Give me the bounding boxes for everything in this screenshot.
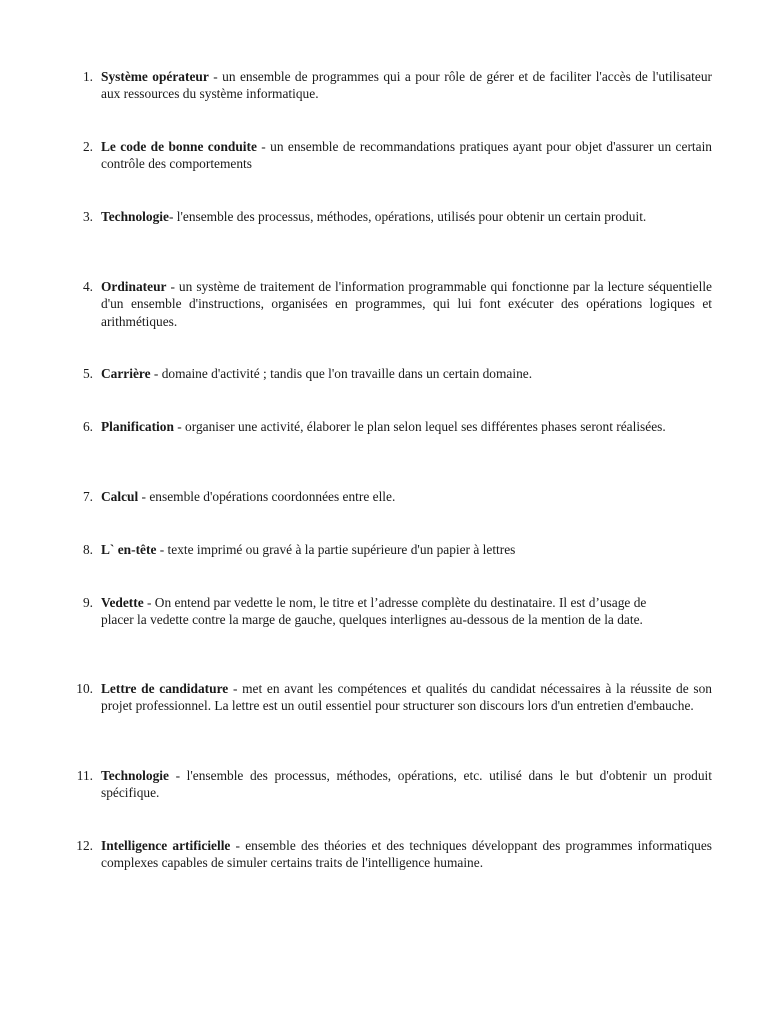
item-term: Ordinateur: [101, 279, 167, 294]
item-term: Système opérateur: [101, 69, 209, 84]
item-number: 9.: [82, 595, 93, 610]
item-number: 11.: [76, 768, 93, 783]
item-definition: - l'ensemble des processus, méthodes, opérations, utilisés pour obtenir un certain produit.: [168, 209, 647, 224]
item-number: 8.: [82, 542, 93, 557]
item-term: Le code de bonne conduite: [101, 139, 257, 154]
item-term: Intelligence artificielle: [101, 838, 231, 853]
item-number: 4.: [82, 279, 93, 294]
definition-item: [0, 68, 712, 103]
item-definition: - On entend par vedette le nom, le titre et l’adresse complète du destinataire. Il est d’usage de placer la vedette contre la marge de gauche, quelques interlignes au-dessous de la mention de la date.: [101, 595, 647, 628]
item-term: Technologie: [101, 768, 169, 783]
item-term: L` en-tête: [101, 542, 157, 557]
item-number: 7.: [82, 489, 93, 504]
item-term: Calcul: [101, 489, 139, 504]
item-definition: - ensemble des théories et des techniques développant des programmes informatiques complexes capables de simuler certains traits de l'intelligence humaine.: [101, 838, 712, 871]
item-number: 2.: [82, 139, 93, 154]
definition-item: [0, 208, 712, 225]
definition-item: [0, 541, 712, 558]
item-definition: - un ensemble de recommandations pratiques ayant pour objet d'assurer un certain contrôle des comportements: [101, 139, 712, 172]
item-definition: - ensemble d'opérations coordonnées entre elle.: [138, 489, 396, 504]
definition-item: [0, 488, 712, 505]
definition-item: [0, 278, 712, 330]
item-definition: - texte imprimé ou gravé à la partie supérieure d'un papier à lettres: [156, 542, 516, 557]
definition-item: [0, 680, 712, 715]
item-term: Planification: [101, 419, 174, 434]
item-term: Vedette: [101, 595, 144, 610]
definition-item: [0, 767, 712, 802]
item-definition: - domaine d'activité ; tandis que l'on travaille dans un certain domaine.: [150, 366, 533, 381]
item-definition: - un système de traitement de l'information programmable qui fonctionne par la lecture séquentielle d'un ensemble d'instructions, organisées en programmes, qui lui font exécuter des opérations logiques et arithmétiques.: [101, 279, 712, 329]
item-number: 3.: [82, 209, 93, 224]
item-term: Technologie: [101, 209, 169, 224]
item-number: 6.: [82, 419, 93, 434]
item-term: Lettre de candidature: [101, 681, 229, 696]
definition-item: [0, 365, 712, 382]
definition-item: [0, 138, 712, 173]
item-term: Carrière: [101, 366, 151, 381]
definition-item: [0, 418, 712, 435]
item-definition: - l'ensemble des processus, méthodes, opérations, etc. utilisé dans le but d'obtenir un produit spécifique.: [101, 768, 712, 801]
item-number: 5.: [82, 366, 93, 381]
item-number: 10.: [76, 681, 93, 696]
definition-item: [0, 837, 712, 872]
item-definition: - un ensemble de programmes qui a pour rôle de gérer et de faciliter l'accès de l'utilisateur aux ressources du système informatique.: [101, 69, 712, 102]
definition-item: [0, 594, 681, 629]
item-number: 1.: [82, 69, 93, 84]
item-definition: - organiser une activité, élaborer le plan selon lequel ses différentes phases seront réalisées.: [173, 419, 666, 434]
item-definition: - met en avant les compétences et qualités du candidat nécessaires à la réussite de son projet professionnel. La lettre est un outil essentiel pour structurer son discours lors d'un entretien d'embauche.: [101, 681, 712, 714]
item-number: 12.: [76, 838, 93, 853]
